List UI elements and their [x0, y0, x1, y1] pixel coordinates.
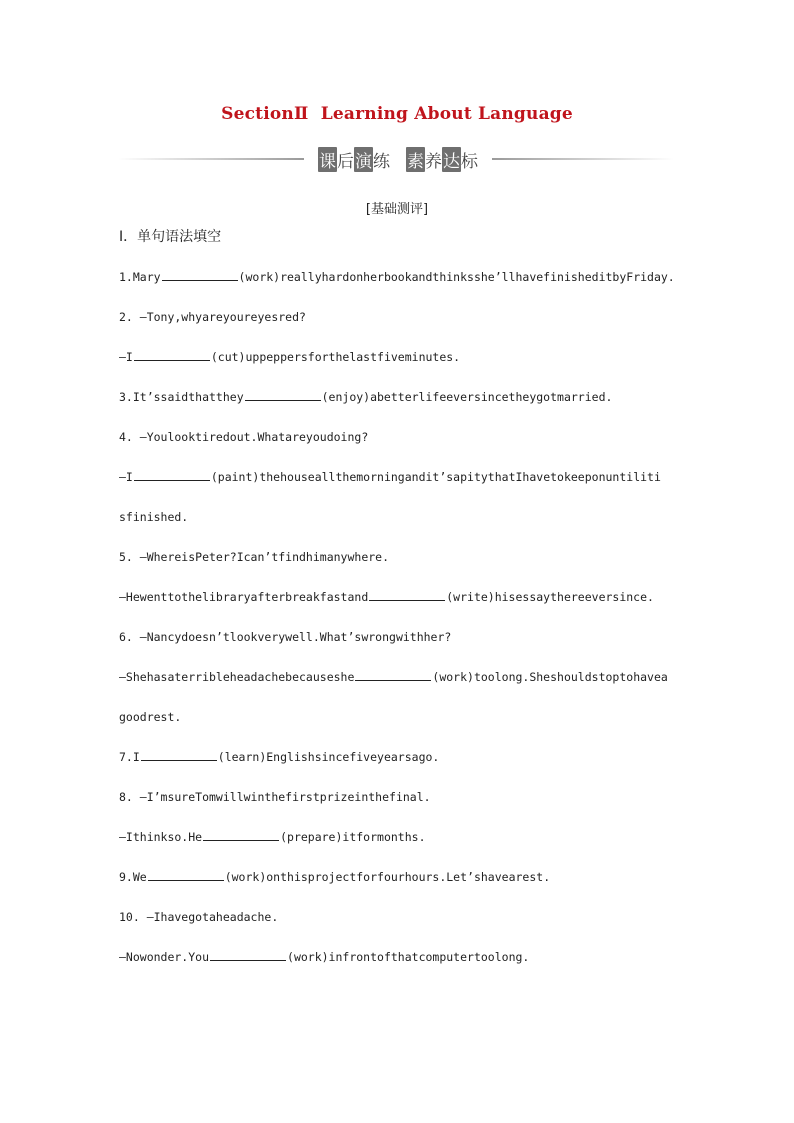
question-text: —I [119, 350, 133, 364]
banner-char: 达 [442, 147, 461, 172]
question-text: 1.Mary [119, 270, 161, 284]
question-text-after-blank: (work)toolong.Sheshouldstoptohavea [432, 670, 668, 684]
answer-blank[interactable] [134, 359, 210, 361]
question-text: 3.It’ssaidthatthey [119, 390, 244, 404]
question-text-after-blank: (learn)Englishsincefiveyearsago. [217, 750, 440, 764]
question-line [119, 950, 529, 964]
question-line [119, 750, 439, 764]
banner-char: 练 [373, 151, 390, 172]
banner-char: 课 [318, 147, 337, 172]
question-text-after-blank: (prepare)itformonths. [280, 830, 426, 844]
question-line [119, 630, 451, 644]
question-line [119, 710, 181, 724]
question-text-after-blank: (write)hisessaythereeversince. [446, 590, 654, 604]
question-text: 4. —Youlooktiredout.Whatareyoudoing? [119, 430, 369, 444]
answer-blank[interactable] [355, 679, 431, 681]
banner-word [318, 147, 390, 172]
question-text-after-blank: (paint)thehouseallthemorningandit’sapitythatIhavetokeeponuntiliti [210, 470, 661, 484]
banner [118, 146, 674, 172]
exercise-heading: Ⅰ．单句语法填空 [119, 229, 222, 245]
question-line [119, 670, 668, 684]
answer-blank[interactable] [210, 959, 286, 961]
question-line [119, 550, 389, 564]
question-line [119, 790, 431, 804]
question-line [119, 830, 426, 844]
banner-text [312, 146, 484, 172]
question-text-after-blank: (work)onthisprojectforfourhours.Let’shavearest. [224, 870, 551, 884]
question-line [119, 350, 460, 364]
section-title: SectionⅡ Learning About Language [221, 104, 573, 124]
question-line [119, 390, 612, 404]
answer-blank[interactable] [134, 479, 210, 481]
question-text: goodrest. [119, 710, 182, 724]
question-text: —Ithinkso.He [119, 830, 203, 844]
banner-char: 养 [425, 151, 442, 172]
question-text-after-blank: (work)infrontofthatcomputertoolong. [287, 950, 530, 964]
question-line [119, 310, 306, 324]
question-line [119, 270, 675, 284]
banner-char: 标 [461, 151, 478, 172]
question-text-after-blank: (work)reallyhardonherbookandthinksshe’llhavefinisheditbyFriday. [238, 270, 675, 284]
banner-char: 素 [406, 147, 425, 172]
question-line [119, 590, 654, 604]
answer-blank[interactable] [162, 279, 238, 281]
banner-char: 演 [354, 147, 373, 172]
question-line [119, 910, 278, 924]
question-text: 6. —Nancydoesn’tlookverywell.What’swrongwithher? [119, 630, 452, 644]
question-text: 10. —Ihavegotaheadache. [119, 910, 279, 924]
banner-word [406, 147, 478, 172]
question-text-after-blank: (cut)uppeppersforthelastfiveminutes. [210, 350, 461, 364]
question-line [119, 870, 550, 884]
question-text-after-blank: (enjoy)abetterlifeeversincetheygotmarried. [321, 390, 613, 404]
question-text: 7.I [119, 750, 140, 764]
question-text: —Hewenttothelibraryafterbreakfastand [119, 590, 369, 604]
answer-blank[interactable] [245, 399, 321, 401]
answer-blank[interactable] [369, 599, 445, 601]
question-text: sfinished. [119, 510, 189, 524]
answer-blank[interactable] [203, 839, 279, 841]
banner-right-rule [492, 158, 674, 160]
question-text: 5. —WhereisPeter?Ican’tfindhimanywhere. [119, 550, 390, 564]
question-text: —I [119, 470, 133, 484]
question-line [119, 430, 368, 444]
question-text: 8. —I’msureTomwillwinthefirstprizeinthefinal. [119, 790, 431, 804]
answer-blank[interactable] [148, 879, 224, 881]
banner-char: 后 [337, 151, 354, 172]
answer-blank[interactable] [141, 759, 217, 761]
question-line [119, 510, 188, 524]
question-line [119, 470, 661, 484]
banner-left-rule [118, 158, 304, 160]
question-text: —Shehasaterribleheadachebecauseshe [119, 670, 355, 684]
question-text: —Nowonder.You [119, 950, 210, 964]
subheading: [基础测评] [365, 202, 429, 217]
question-text: 9.We [119, 870, 147, 884]
question-text: 2. —Tony,whyareyoureyesred? [119, 310, 306, 324]
